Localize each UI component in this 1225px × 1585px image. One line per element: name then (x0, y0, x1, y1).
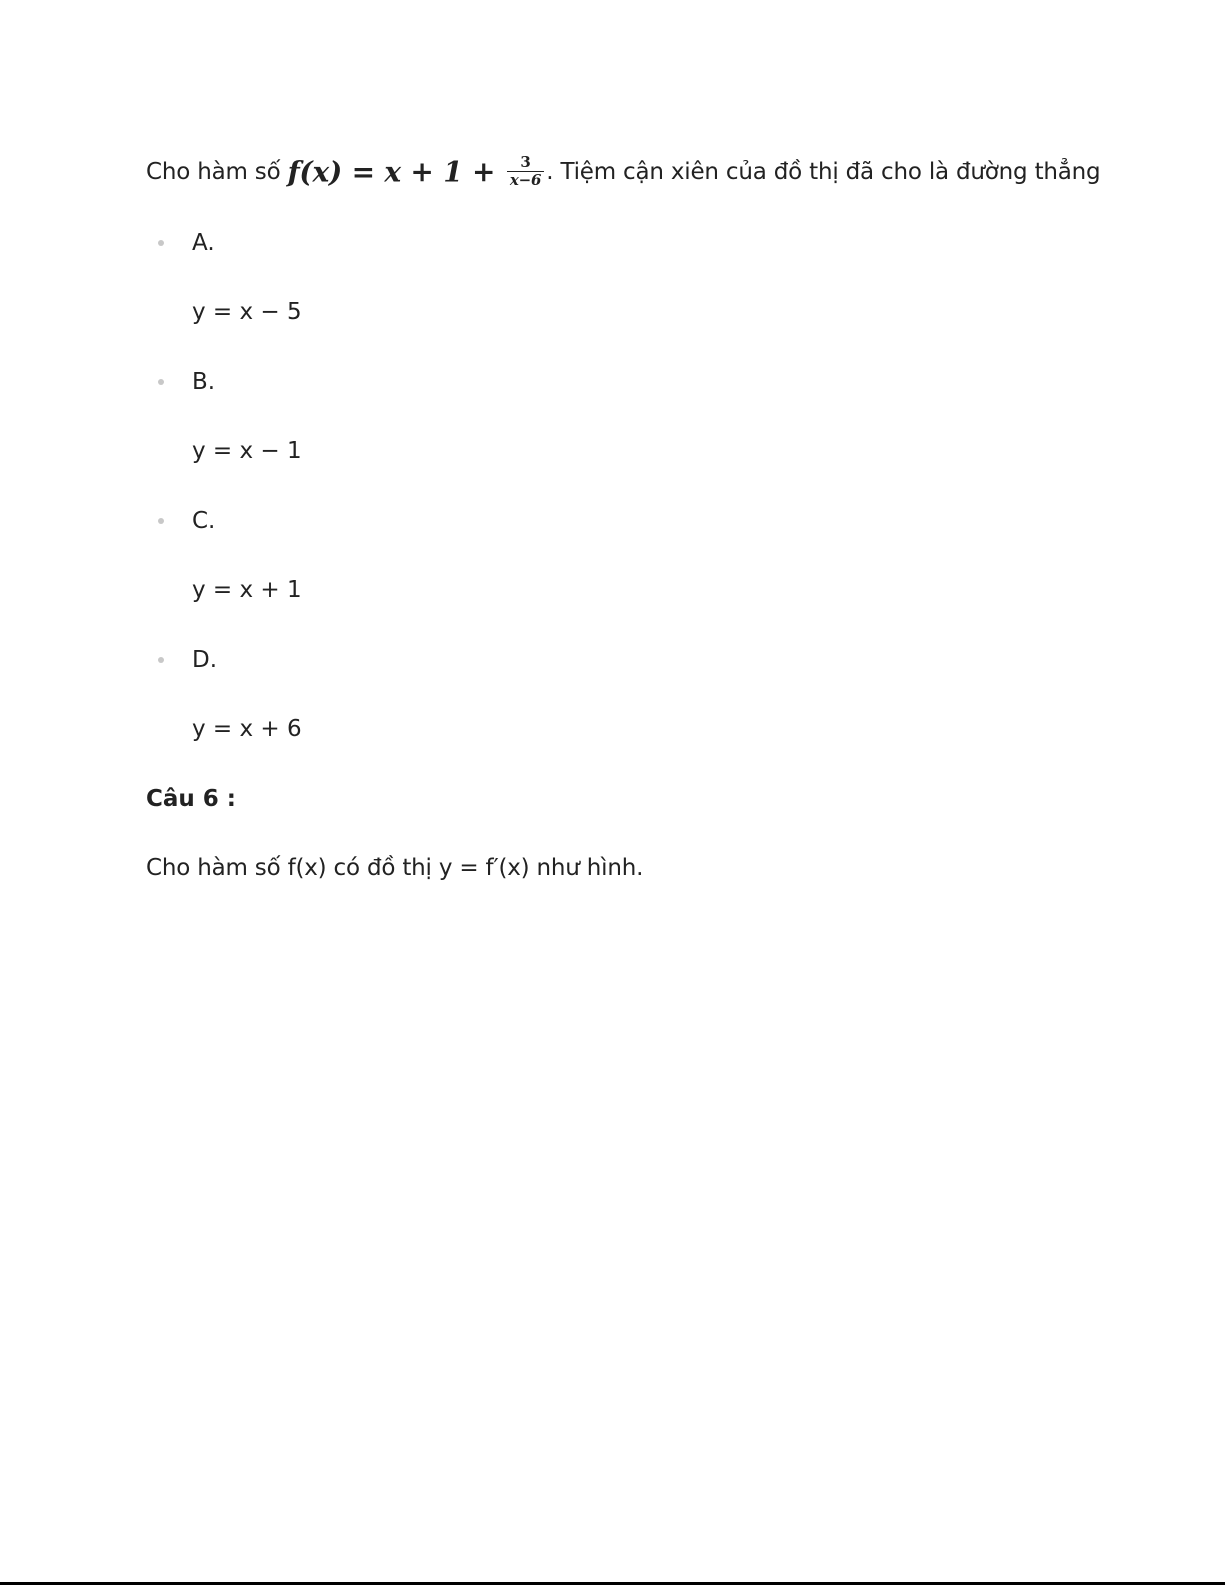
formula-lhs: f(x) (287, 155, 343, 189)
option-b-letter: B. (192, 369, 216, 395)
option-a-value: y = x − 5 (192, 299, 302, 325)
option-c-letter: C. (192, 508, 216, 534)
option-d-value: y = x + 6 (192, 716, 302, 742)
question-6-text: Cho hàm số f(x) có đồ thị y = f′(x) như hình. (146, 855, 644, 881)
fraction-denominator: x−6 (509, 171, 542, 189)
question-5-stem (146, 150, 1100, 195)
question-6-title: Câu 6 : (146, 786, 236, 812)
option-c-bullet (158, 518, 164, 524)
formula-equals: = (342, 155, 385, 189)
option-b-bullet (158, 379, 164, 385)
option-d-bullet (158, 657, 164, 663)
option-a-bullet (158, 240, 164, 246)
option-b-value: y = x − 1 (192, 438, 302, 464)
option-a-letter: A. (192, 230, 215, 256)
option-c-value: y = x + 1 (192, 577, 302, 603)
function-formula (288, 156, 505, 189)
formula-fraction (507, 154, 544, 189)
question-5-text-after: . Tiệm cận xiên của đồ thị đã cho là đường thẳng (546, 159, 1101, 185)
option-d-letter: D. (192, 647, 218, 673)
formula-rhs: x + 1 + (384, 155, 505, 189)
question-5-text-before: Cho hàm số (146, 159, 288, 185)
fraction-numerator: 3 (507, 154, 544, 172)
